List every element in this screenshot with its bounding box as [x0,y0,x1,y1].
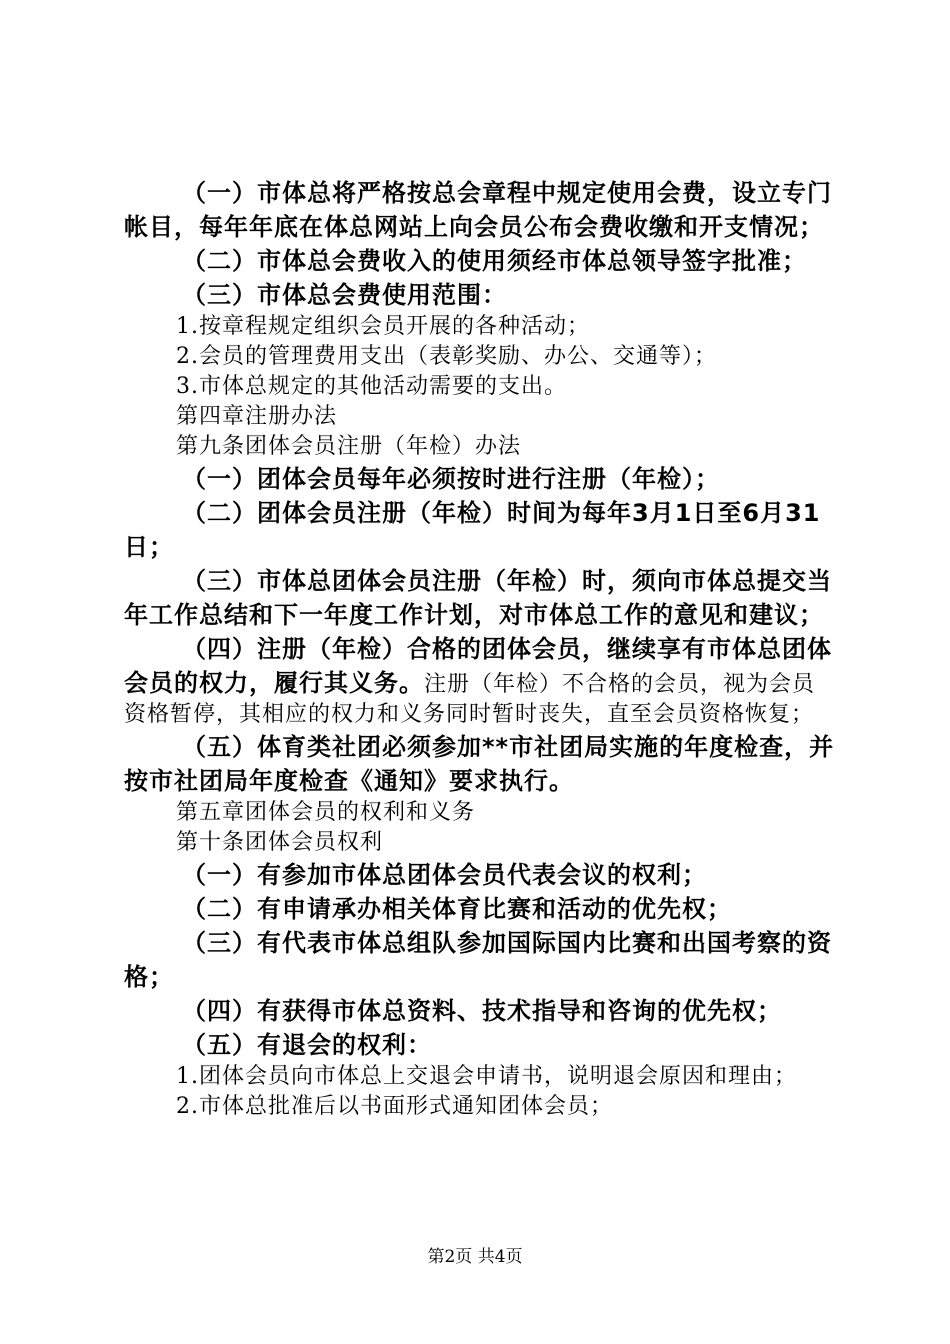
paragraph-fee-usage-3: （三）市体总会费使用范围： [182,281,507,309]
paragraph-registration-4-serif: 注册（年检）不合格的会员，视为会员资格暂停，其相应的权力和义务同时暂时丧失，直至会员资格恢复； [124,672,816,727]
paragraph-registration-5: （五）体育类社团必须参加**市社团局实施的年度检查，并按市社团局年度检查《通知》要求执行。 [124,733,835,795]
paragraph-rights-4: （四）有获得市体总资料、技术指导和咨询的优先权； [182,997,782,1025]
page-footer: 第2页 共4页 [427,1247,523,1267]
list-item-usage-1: 1.按章程规定组织会员开展的各种活动； [176,314,590,339]
paragraph-registration-1: （一）团体会员每年必须按时进行注册（年检）； [182,465,720,493]
list-item-withdraw-2: 2.市体总批准后以书面形式通知团体会员； [176,1094,613,1119]
paragraph-registration-2: （二）团体会员注册（年检）时间为每年3月1日至6月31日； [124,499,821,561]
paragraph-rights-1: （一）有参加市体总团体会员代表会议的权利； [182,861,707,889]
list-item-usage-3: 3.市体总规定的其他活动需要的支出。 [176,374,567,399]
paragraph-rights-3: （三）有代表市体总组队参加国际国内比赛和出国考察的资格； [124,929,832,991]
article-heading-9: 第九条团体会员注册（年检）办法 [176,434,522,459]
list-item-usage-2: 2.会员的管理费用支出（表彰奖励、办公、交通等）； [176,344,717,369]
chapter-heading-4: 第四章注册办法 [176,404,338,429]
paragraph-rights-2: （二）有申请承办相关体育比赛和活动的优先权； [182,895,732,923]
paragraph-registration-3: （三）市体总团体会员注册（年检）时，须向市体总提交当年工作总结和下一年度工作计划，对市体总工作的意见和建议； [124,567,832,629]
paragraph-registration-4 [124,632,836,730]
paragraph-rights-5: （五）有退会的权利： [182,1031,432,1059]
document-body [124,176,836,1122]
paragraph-registration-4-bold: （四）注册（年检）合格的团体会员，继续享有市体总团体会员的权力，履行其义务。 [124,635,832,697]
chapter-heading-5: 第五章团体会员的权利和义务 [176,800,476,825]
list-item-withdraw-1: 1.团体会员向市体总上交退会申请书，说明退会原因和理由； [176,1064,797,1089]
paragraph-fee-usage-1: （一）市体总将严格按总会章程中规定使用会费，设立专门帐目，每年年底在体总网站上向会员公布会费收缴和开支情况； [124,179,832,241]
article-heading-10: 第十条团体会员权利 [176,830,384,855]
paragraph-fee-usage-2: （二）市体总会费收入的使用须经市体总领导签字批准； [182,247,807,275]
